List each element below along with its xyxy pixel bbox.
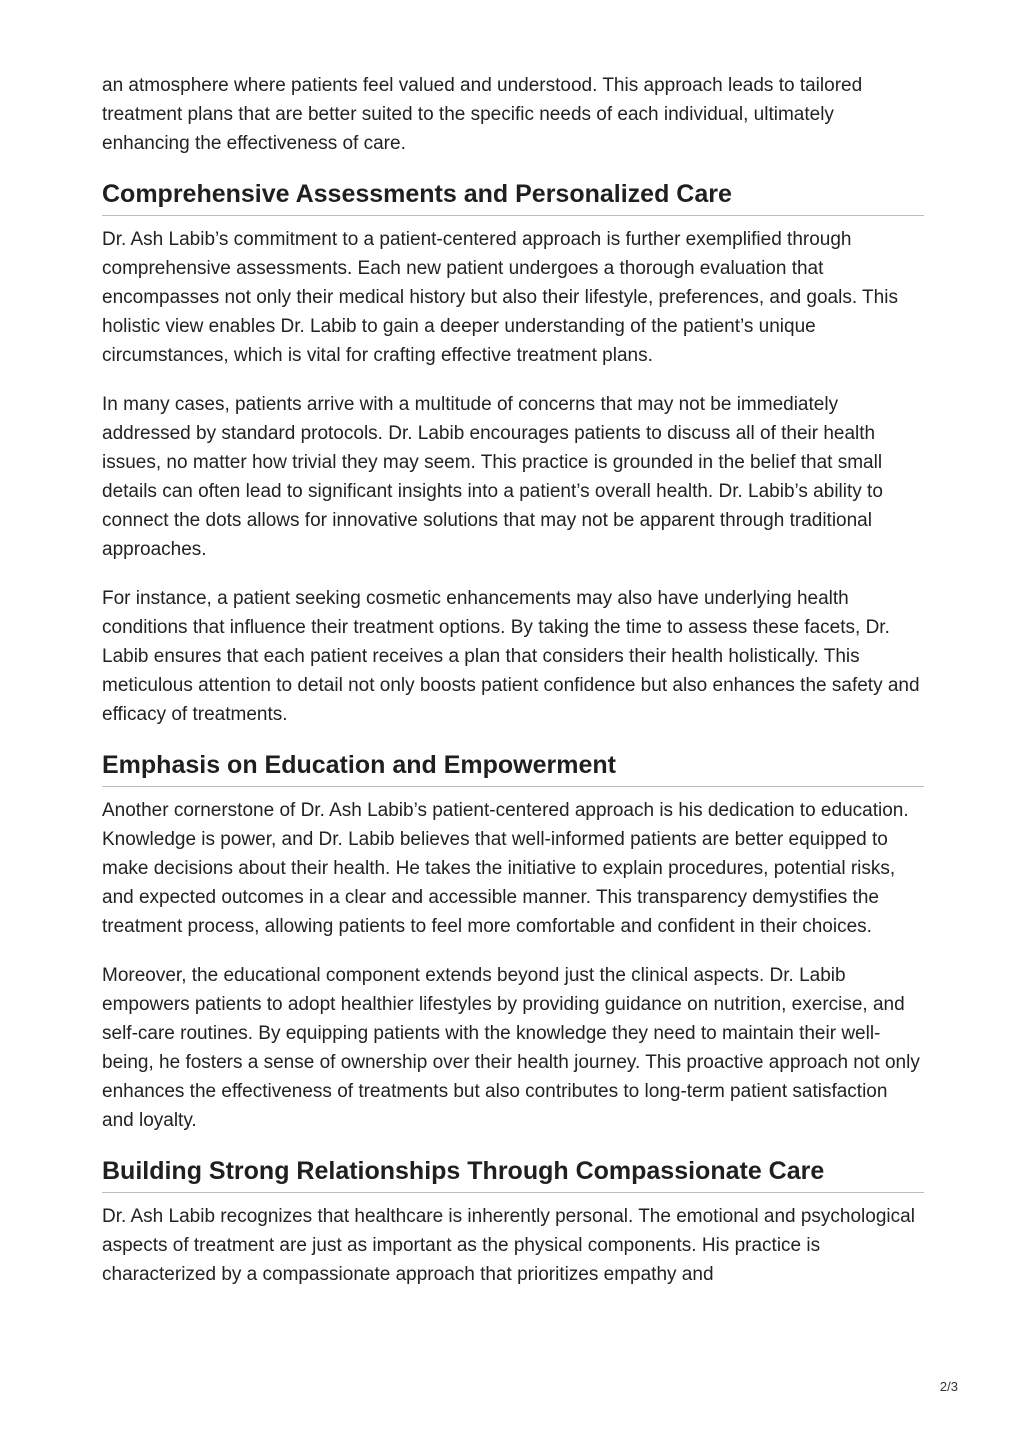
document-page — [102, 71, 924, 1289]
section-heading: Comprehensive Assessments and Personalized Care — [102, 178, 924, 216]
page-number: 2/3 — [939, 1379, 958, 1394]
section-compassionate-care — [102, 1155, 924, 1289]
intro-paragraph: an atmosphere where patients feel valued and understood. This approach leads to tailored treatment plans that are better suited to the specific needs of each individual, ultimately enhancing the effectiveness of care. — [102, 75, 863, 154]
section-paragraph: In many cases, patients arrive with a multitude of concerns that may not be immediately addressed by standard protocols. Dr. Labib encourages patients to discuss all of their health issues, no matter how trivial they may seem. This practice is grounded in the belief that small details can often lead to significant insights into a patient’s overall health. Dr. Labib’s ability to connect the dots allows for innovative solutions that may not be apparent through traditional approaches. — [102, 394, 883, 560]
section-paragraph: Dr. Ash Labib recognizes that healthcare is inherently personal. The emotional and psychological aspects of treatment are just as important as the physical components. His practice is characterized by a compassionate approach that prioritizes empathy and — [102, 1206, 915, 1285]
section-paragraph: Dr. Ash Labib’s commitment to a patient-centered approach is further exemplified through comprehensive assessments. Each new patient undergoes a thorough evaluation that encompasses not only their medical history but also their lifestyle, preferences, and goals. This holistic view enables Dr. Labib to gain a deeper understanding of the patient’s unique circumstances, which is vital for crafting effective treatment plans. — [102, 229, 898, 366]
section-heading: Emphasis on Education and Empowerment — [102, 749, 924, 787]
section-paragraph: Moreover, the educational component extends beyond just the clinical aspects. Dr. Labib empowers patients to adopt healthier lifestyles by providing guidance on nutrition, exercise, and self-care routines. By equipping patients with the knowledge they need to maintain their well-being, he fosters a sense of ownership over their health journey. This proactive approach not only enhances the effectiveness of treatments but also contributes to long-term patient satisfaction and loyalty. — [102, 965, 920, 1131]
section-paragraph: For instance, a patient seeking cosmetic enhancements may also have underlying health conditions that influence their treatment options. By taking the time to assess these facets, Dr. Labib ensures that each patient receives a plan that considers their health holistically. This meticulous attention to detail not only boosts patient confidence but also enhances the safety and efficacy of treatments. — [102, 588, 920, 725]
section-heading: Building Strong Relationships Through Compassionate Care — [102, 1155, 924, 1193]
section-paragraph: Another cornerstone of Dr. Ash Labib’s patient-centered approach is his dedication to education. Knowledge is power, and Dr. Labib believes that well-informed patients are better equipped to make decisions about their health. He takes the initiative to explain procedures, potential risks, and expected outcomes in a clear and accessible manner. This transparency demystifies the treatment process, allowing patients to feel more comfortable and confident in their choices. — [102, 800, 909, 937]
section-education-empowerment — [102, 749, 924, 1135]
section-comprehensive-assessments — [102, 178, 924, 729]
